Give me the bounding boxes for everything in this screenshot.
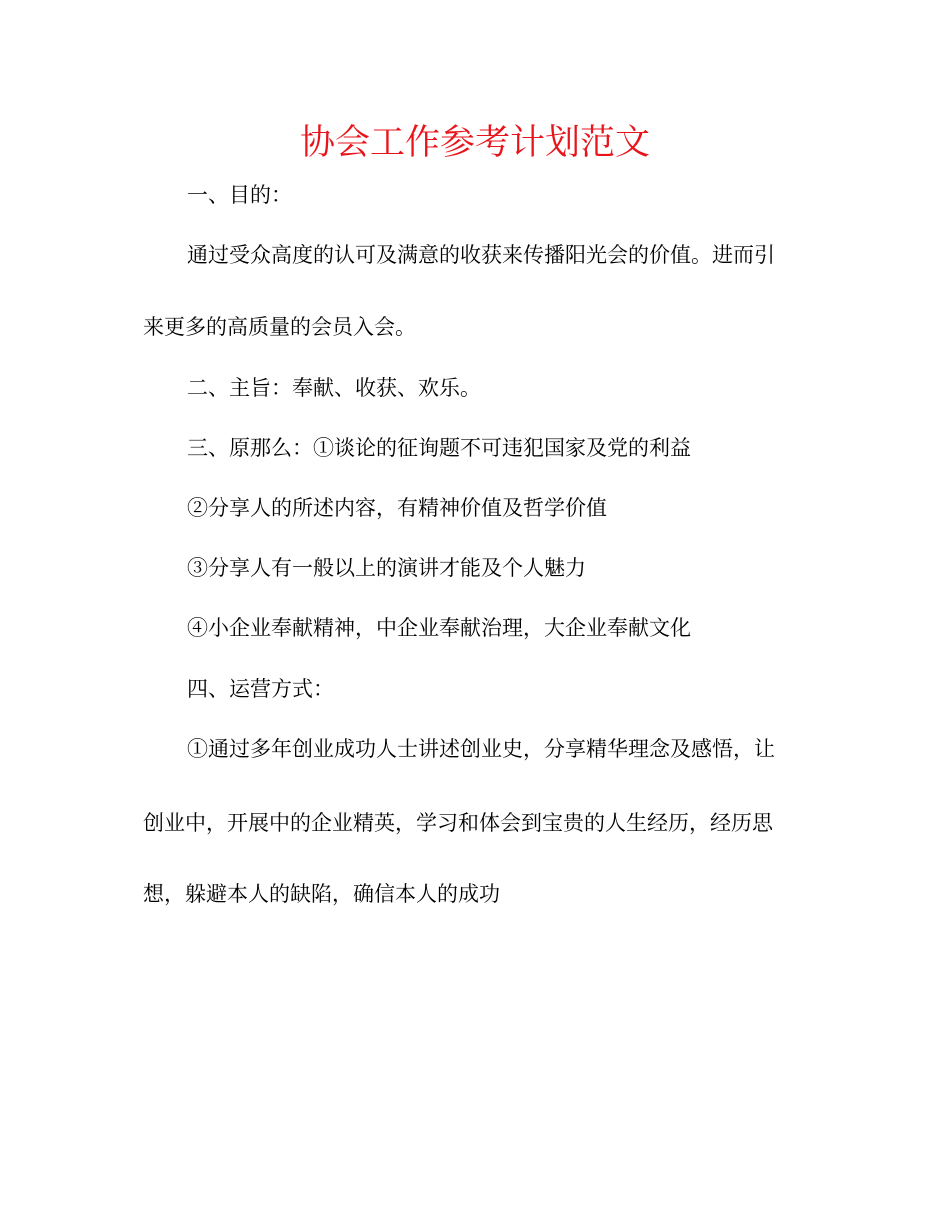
section-heading-operation: 四、运营方式： [187, 677, 334, 701]
paragraph-line: 通过受众高度的认可及满意的收获来传播阳光会的价值。进而引 [187, 243, 775, 267]
list-item: ④小企业奉献精神，中企业奉献治理，大企业奉献文化 [187, 616, 691, 640]
section-heading-purpose: 一、目的： [187, 183, 292, 207]
paragraph-line: 来更多的高质量的会员入会。 [143, 315, 416, 339]
document-title: 协会工作参考计划范文 [299, 123, 650, 163]
list-item: ③分享人有一般以上的演讲才能及个人魅力 [187, 556, 586, 580]
paragraph-line: 想，躲避本人的缺陷，确信本人的成功 [143, 882, 500, 906]
paragraph-line: 创业中，开展中的企业精英，学习和体会到宝贵的人生经历，经历思 [143, 811, 773, 835]
section-heading-principles: 三、原那么：①谈论的征询题不可违犯国家及党的利益 [187, 436, 691, 460]
section-heading-theme: 二、主旨：奉献、收获、欢乐。 [187, 376, 481, 400]
paragraph-line: ①通过多年创业成功人士讲述创业史，分享精华理念及感悟，让 [187, 737, 775, 761]
list-item: ②分享人的所述内容，有精神价值及哲学价值 [187, 496, 607, 520]
